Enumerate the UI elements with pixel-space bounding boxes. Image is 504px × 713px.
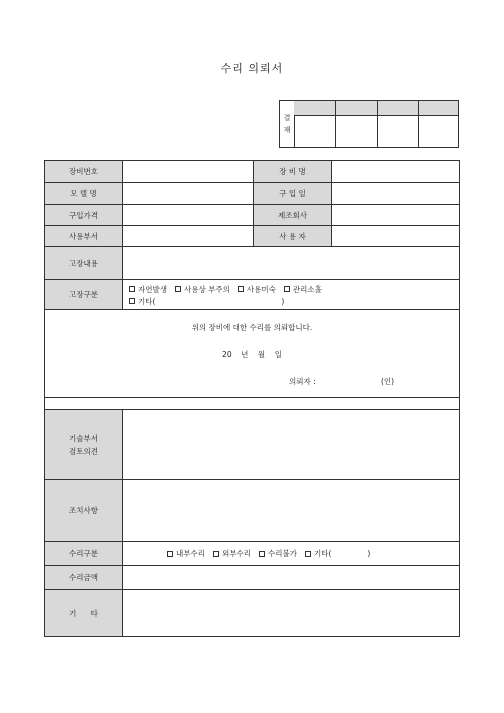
row-action — [45, 480, 459, 542]
purchase-date-label: 구 입 일 — [254, 183, 332, 204]
repair-option-internal[interactable]: 내부수리 — [167, 548, 205, 559]
row-repair-type — [45, 542, 459, 566]
tech-review-field[interactable] — [123, 410, 459, 479]
fault-option-other[interactable]: 기타( — [129, 296, 155, 307]
checkbox-icon[interactable] — [129, 298, 135, 304]
tech-review-label-1: 기술부서 — [69, 433, 98, 443]
tech-review-label — [45, 410, 123, 479]
repair-cost-field[interactable] — [123, 566, 459, 589]
equip-name-label: 장 비 명 — [254, 161, 332, 182]
manufacturer-field[interactable] — [332, 205, 459, 225]
separator-strip — [45, 398, 459, 410]
checkbox-icon[interactable] — [129, 286, 135, 292]
checkbox-icon[interactable] — [238, 286, 244, 292]
request-sentence: 위의 장비에 대한 수리를 의뢰합니다. — [191, 323, 313, 332]
checkbox-icon[interactable] — [284, 286, 290, 292]
repair-option-external[interactable]: 외부수리 — [213, 548, 251, 559]
approval-slot-1[interactable] — [294, 101, 336, 147]
checkbox-icon[interactable] — [259, 551, 265, 557]
fault-option-neglect[interactable]: 관리소홀 — [284, 284, 322, 295]
equip-no-label: 장비번호 — [45, 161, 123, 182]
row-etc — [45, 590, 459, 636]
user-field[interactable] — [332, 226, 459, 246]
fault-type-label: 고장구분 — [45, 280, 123, 309]
approval-label-2: 재 — [283, 126, 291, 134]
department-label: 사용부서 — [45, 226, 123, 246]
repair-option-other[interactable]: 기타( — [305, 548, 331, 559]
approval-box — [279, 100, 459, 148]
user-label: 사 용 자 — [254, 226, 332, 246]
repair-type-options — [123, 542, 459, 565]
model-field[interactable] — [123, 183, 254, 204]
repair-other-close: ) — [367, 549, 371, 558]
approval-label-1: 결 — [283, 114, 291, 122]
action-label: 조치사항 — [45, 480, 123, 541]
approval-slot-2[interactable] — [335, 101, 378, 147]
row-fault-type — [45, 280, 459, 310]
repair-type-label: 수리구분 — [45, 542, 123, 565]
department-field[interactable] — [123, 226, 254, 246]
equip-no-field[interactable] — [123, 161, 254, 182]
manufacturer-label: 제조회사 — [254, 205, 332, 225]
checkbox-icon[interactable] — [305, 551, 311, 557]
purchase-date-field[interactable] — [332, 183, 459, 204]
action-field[interactable] — [123, 480, 459, 541]
checkbox-icon[interactable] — [213, 551, 219, 557]
page-title: 수리 의뢰서 — [220, 62, 284, 75]
repair-cost-label: 수리금액 — [45, 566, 123, 589]
row-fault-content — [45, 247, 459, 280]
row-request-statement — [45, 310, 459, 398]
row-model — [45, 183, 459, 205]
checkbox-icon[interactable] — [175, 286, 181, 292]
row-tech-review — [45, 410, 459, 480]
fault-other-close: ) — [281, 296, 285, 306]
fault-content-field[interactable] — [123, 247, 459, 279]
purchase-price-field[interactable] — [123, 205, 254, 225]
repair-request-form — [44, 160, 460, 637]
fault-type-options — [123, 280, 459, 309]
request-date: 20 년 월 일 — [222, 350, 282, 359]
equip-name-field[interactable] — [332, 161, 459, 182]
approval-slot-3[interactable] — [377, 101, 419, 147]
fault-option-carelessness[interactable]: 사용상 부주의 — [175, 284, 230, 295]
row-department — [45, 226, 459, 247]
requester-label: 의뢰자 : — [289, 377, 316, 386]
fault-option-inexperience[interactable]: 사용미숙 — [238, 284, 276, 295]
seal-mark: (인) — [381, 377, 395, 386]
tech-review-label-2: 검토의견 — [69, 446, 98, 456]
repair-option-impossible[interactable]: 수리불가 — [259, 548, 297, 559]
model-label: 모 델 명 — [45, 183, 123, 204]
approval-label — [280, 101, 295, 147]
fault-content-label: 고장내용 — [45, 247, 123, 279]
row-equip-no — [45, 161, 459, 183]
row-price — [45, 205, 459, 226]
purchase-price-label: 구입가격 — [45, 205, 123, 225]
etc-field[interactable] — [123, 590, 459, 636]
fault-option-natural[interactable]: 자연발생 — [129, 284, 167, 295]
checkbox-icon[interactable] — [167, 551, 173, 557]
etc-label: 기 타 — [45, 590, 123, 636]
row-repair-cost — [45, 566, 459, 590]
